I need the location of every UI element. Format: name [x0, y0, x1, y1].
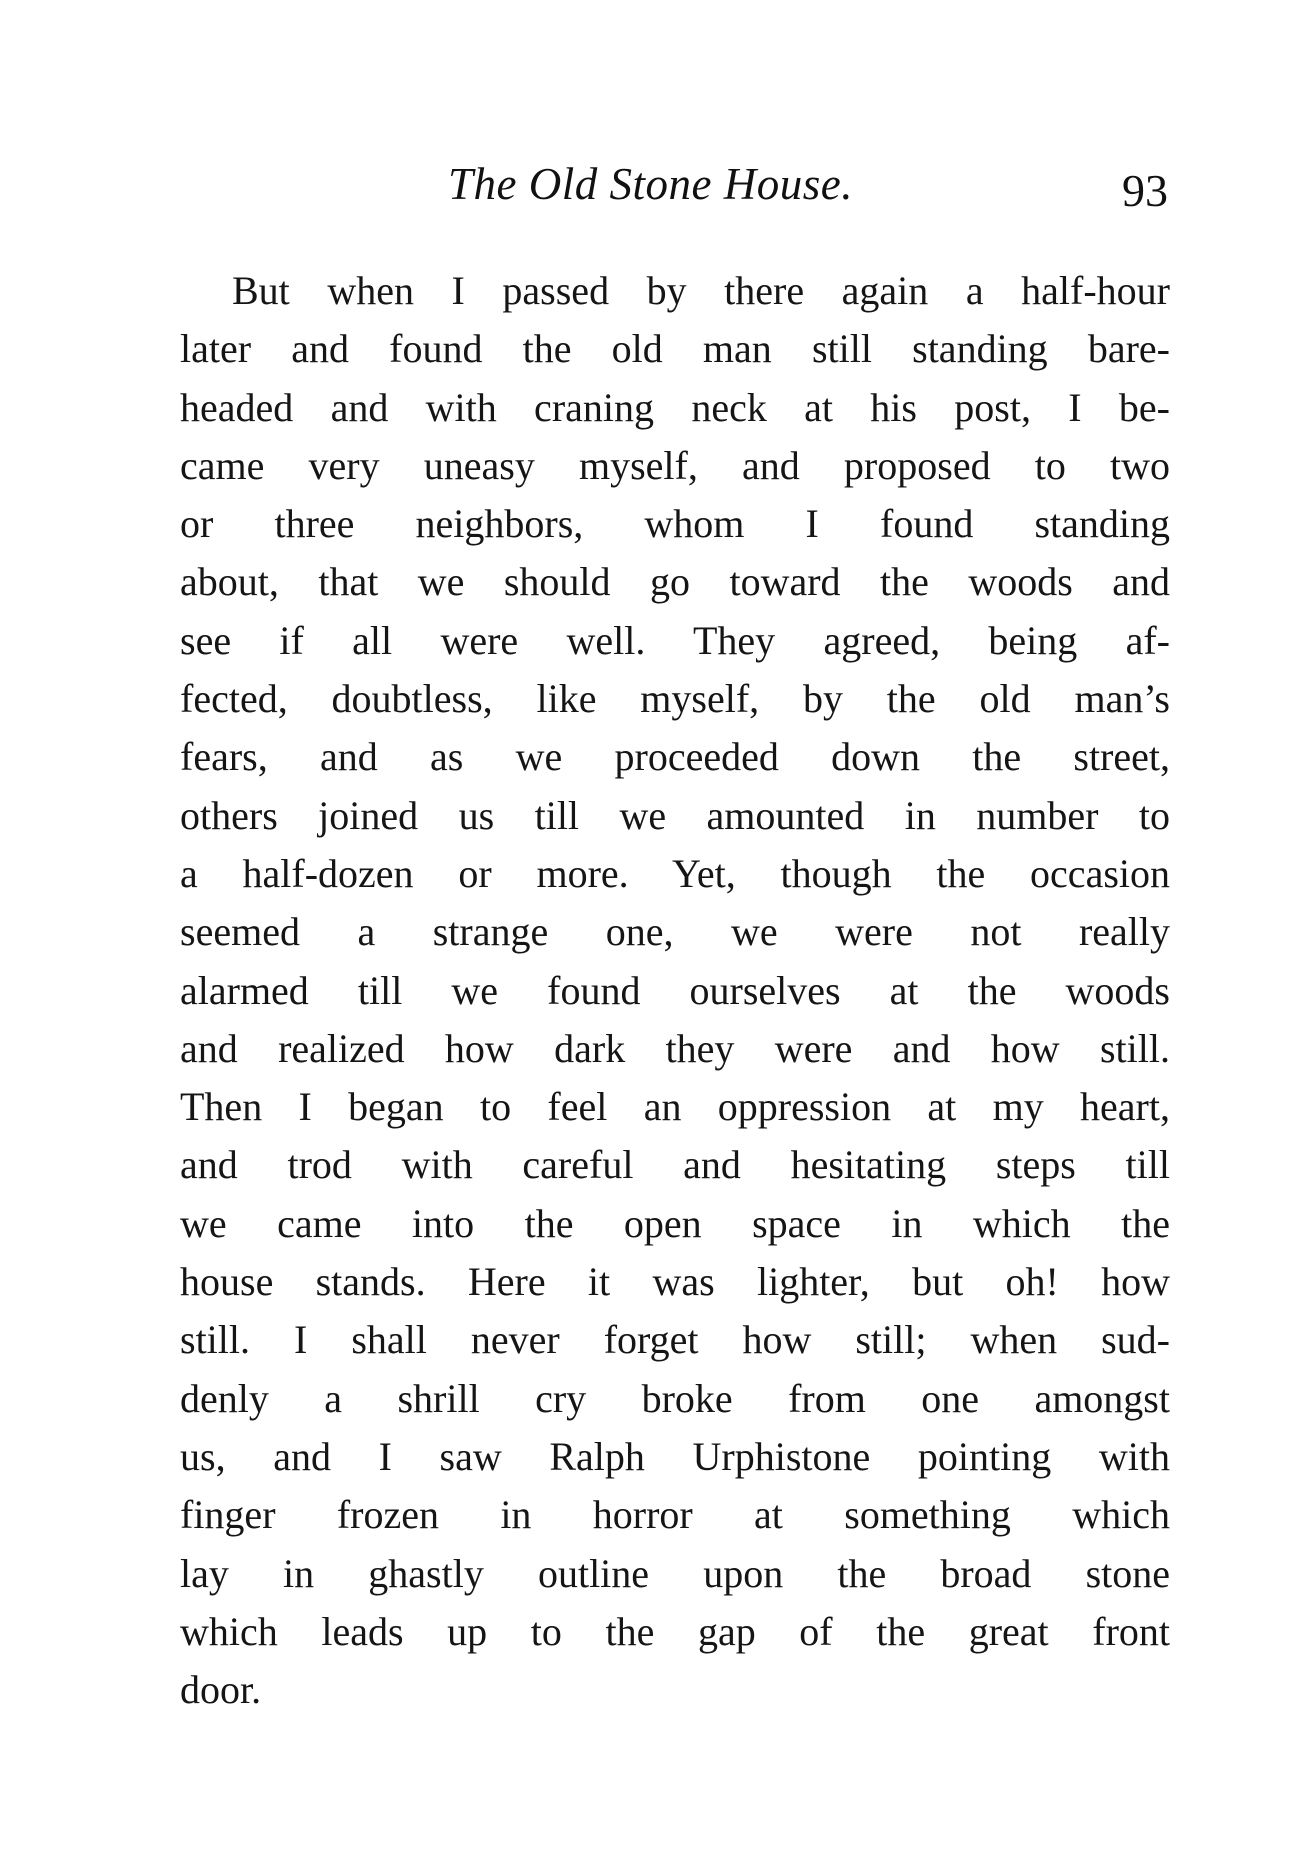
- text-line: alarmed till we found ourselves at the woods: [180, 967, 1170, 1013]
- text-line: fected, doubtless, like myself, by the old man’s: [180, 676, 1170, 722]
- text-line: fears, and as we proceeded down the street,: [180, 734, 1170, 780]
- text-line: house stands. Here it was lighter, but oh! how: [180, 1259, 1170, 1305]
- text-line: we came into the open space in which the: [180, 1200, 1170, 1246]
- text-line: which leads up to the gap of the great front: [180, 1608, 1170, 1654]
- text-line: Then I began to feel an oppression at my heart,: [180, 1084, 1170, 1130]
- text-line: finger frozen in horror at something which: [180, 1492, 1170, 1538]
- text-line: door.: [180, 1667, 262, 1713]
- text-line: us, and I saw Ralph Urphistone pointing with: [180, 1433, 1170, 1479]
- text-line: and trod with careful and hesitating steps till: [180, 1142, 1170, 1188]
- text-line: lay in ghastly outline upon the broad stone: [180, 1550, 1170, 1596]
- text-line: seemed a strange one, we were not really: [180, 909, 1170, 955]
- text-line: still. I shall never forget how still; when sud-: [180, 1317, 1170, 1363]
- text-line: denly a shrill cry broke from one amongst: [180, 1375, 1170, 1421]
- running-title: The Old Stone House.: [448, 159, 853, 209]
- page-number: 93: [1122, 165, 1168, 216]
- text-line: about, that we should go toward the woods and: [180, 559, 1170, 605]
- text-line: came very uneasy myself, and proposed to two: [180, 442, 1170, 488]
- text-line: and realized how dark they were and how still.: [180, 1025, 1170, 1071]
- text-line: a half-dozen or more. Yet, though the occasion: [180, 850, 1170, 896]
- text-line: see if all were well. They agreed, being af-: [180, 617, 1170, 663]
- text-line: later and found the old man still standing bare-: [180, 326, 1170, 372]
- running-header: [180, 158, 1170, 228]
- text-line: But when I passed by there again a half-hour: [232, 268, 1170, 313]
- text-line: others joined us till we amounted in number to: [180, 792, 1170, 838]
- text-line: headed and with craning neck at his post, I be-: [180, 384, 1170, 430]
- body-paragraph: [180, 262, 1170, 1719]
- text-line: or three neighbors, whom I found standing: [180, 501, 1170, 547]
